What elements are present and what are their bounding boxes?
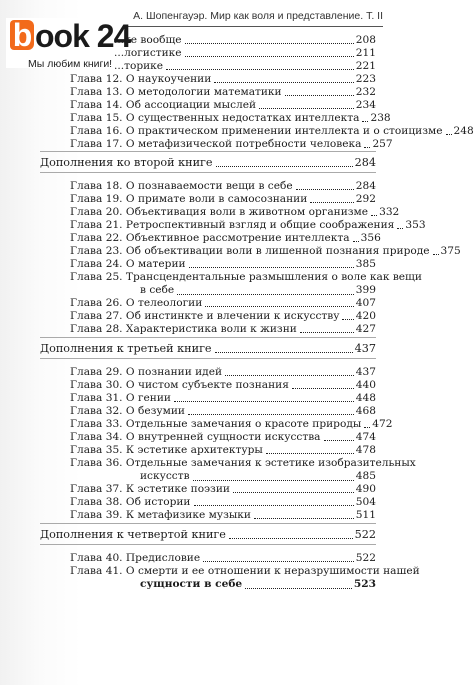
toc-entry-page: 375: [440, 245, 461, 257]
toc-entry-title: Глава 13. О методологии математики: [70, 86, 282, 98]
toc-entry-title: Глава 15. О существенных недостатках интеллекта: [70, 112, 360, 124]
leader-dots: [446, 133, 452, 135]
toc-entry: [40, 496, 376, 508]
toc-entry: [40, 125, 474, 137]
leader-dots: [300, 331, 354, 333]
toc-entry: [40, 112, 391, 124]
toc-section-page: 522: [354, 528, 376, 541]
toc-entry-title: Глава 19. О примате воли в самосознании: [70, 193, 308, 205]
toc-entry-page: 284: [355, 180, 376, 192]
toc-entry-page: 504: [355, 496, 376, 508]
toc-entry-page: 478: [355, 444, 376, 456]
leader-dots: [177, 284, 354, 295]
toc-entry-title: Глава 23. Об объективации воли в лишенной познания природе: [70, 245, 430, 257]
leader-dots: [371, 214, 377, 216]
toc-entry-title: Глава 34. О внутренней сущности искусства: [70, 431, 321, 443]
toc-entry-page: 208: [355, 34, 376, 46]
toc-entry-title: Глава 26. О телеологии: [70, 297, 203, 309]
toc-entry-title: Глава 37. К эстетике поэзии: [70, 483, 230, 495]
toc-entry-title: Глава 29. О познании идей: [70, 366, 223, 378]
toc-section: [40, 343, 376, 355]
toc-entry: [40, 323, 376, 335]
toc-entry-title: Глава 17. О метафизической потребности человека: [70, 138, 362, 150]
toc-entry-page: 356: [360, 232, 381, 244]
leader-dots: [259, 107, 354, 109]
toc-entry-page: 399: [355, 284, 376, 296]
toc-entry-page: 238: [370, 112, 391, 124]
toc-entry-page: 407: [355, 297, 376, 309]
toc-entry: [40, 232, 381, 244]
toc-entry: [40, 379, 376, 391]
toc-entry-page: 257: [372, 138, 393, 150]
toc-entry-continuation: [70, 470, 376, 483]
toc-entry-title: Глава 24. О материи: [70, 258, 186, 270]
toc-entry: [40, 206, 400, 218]
toc-entry-title: Глава 39. К метафизике музыки: [70, 509, 251, 521]
toc-entry-title: Глава 18. О познаваемости вещи в себе: [70, 180, 293, 192]
toc-entry-title: Глава 12. О наукоучении: [70, 73, 212, 85]
toc-section-page: 437: [354, 342, 376, 355]
leader-dots: [364, 146, 370, 148]
leader-dots: [189, 266, 354, 268]
toc-entry-title: Глава 36. Отдельные замечания к эстетике изобразительных: [70, 457, 416, 469]
toc-entry: [40, 297, 376, 309]
logo-tagline: Мы любим книги!: [28, 58, 113, 70]
leader-dots: [194, 504, 354, 506]
toc-entry-title: Глава 21. Ретроспективный взгляд и общие соображения: [70, 219, 395, 231]
logo-b-mark: b: [10, 20, 34, 50]
toc-entry-page: 468: [355, 405, 376, 417]
toc-entry: [40, 310, 376, 322]
leader-dots: [203, 560, 354, 562]
toc-entry-page: 292: [355, 193, 376, 205]
leader-dots: [166, 68, 354, 70]
toc-entry-page: 234: [355, 99, 376, 111]
toc-section-title: Дополнения к третьей книге: [40, 342, 212, 355]
toc-entry-title: Глава 30. О чистом субъекте познания: [70, 379, 289, 391]
divider: [40, 151, 376, 152]
toc-entry-title: Глава 38. Об истории: [70, 496, 191, 508]
toc-entry: [40, 483, 376, 495]
leader-dots: [296, 188, 354, 190]
toc-entry: [40, 552, 376, 564]
toc-entry: [40, 34, 376, 46]
toc-entry-page: 448: [355, 392, 376, 404]
toc-section-page: 284: [354, 156, 376, 169]
leader-dots: [362, 120, 368, 122]
toc-entry-page: 332: [379, 206, 400, 218]
leader-dots: [174, 400, 354, 402]
toc-entry: [40, 431, 376, 443]
toc-entry-continuation: [70, 284, 376, 297]
toc-entry: [40, 180, 376, 192]
toc-entry-page: 248: [453, 125, 474, 137]
toc-section-title: Дополнения ко второй книге: [40, 156, 213, 169]
leader-dots: [397, 227, 403, 229]
toc-entry-page: 353: [405, 219, 426, 231]
leader-dots: [266, 452, 354, 454]
toc-entry: [40, 47, 376, 59]
toc-entry: [40, 99, 376, 111]
toc-entry-title: Глава 20. Объективация воли в животном организме: [70, 206, 369, 218]
leader-dots: [185, 55, 354, 57]
toc-entry-title: Глава 35. К эстетике архитектуры: [70, 444, 263, 456]
toc-entry-title: Глава 22. Объективное рассмотрение интеллекта: [70, 232, 350, 244]
toc-entry-title: ...логистике: [114, 47, 182, 59]
toc-entry-continuation: [70, 578, 376, 591]
toc-entry-title: Глава 41. О смерти и ее отношении к неразрушимости нашей: [70, 565, 420, 577]
toc-section-title: Дополнения к четвертой книге: [40, 528, 226, 541]
toc-entry-page: 472: [372, 418, 393, 430]
toc-entry-title: Глава 32. О безумии: [70, 405, 185, 417]
toc-entry: [40, 366, 376, 378]
toc-entry: [40, 405, 376, 417]
toc-entry-title: ...торике: [114, 60, 164, 72]
leader-dots: [342, 318, 353, 320]
leader-dots: [254, 517, 354, 519]
leader-dots: [216, 165, 353, 167]
toc-entry-title: Глава 33. Отдельные замечания о красоте природы: [70, 418, 362, 430]
leader-dots: [433, 253, 439, 255]
logo-wordmark-rest: ook 24: [35, 18, 131, 54]
leader-dots: [214, 81, 353, 83]
toc-entry-page: 440: [355, 379, 376, 391]
leader-dots: [364, 426, 370, 428]
toc-entry-page: 523: [353, 578, 376, 590]
leader-dots: [353, 240, 359, 242]
toc-entry-title: Глава 40. Предисловие: [70, 552, 201, 564]
toc-entry-title: в себе: [140, 284, 175, 296]
leader-dots: [225, 374, 354, 376]
toc-entry: [40, 565, 420, 577]
toc-section: [40, 529, 376, 541]
leader-dots: [285, 94, 354, 96]
toc-entry-page: 522: [355, 552, 376, 564]
toc-entry-title: Глава 14. Об ассоциации мыслей: [70, 99, 257, 111]
toc-entry-page: 385: [355, 258, 376, 270]
toc-entry-page: 232: [355, 86, 376, 98]
toc-entry-page: 511: [355, 509, 376, 521]
leader-dots: [193, 470, 354, 481]
toc-entry: [40, 509, 376, 521]
leader-dots: [324, 439, 354, 441]
toc-entry-page: 221: [355, 60, 376, 72]
toc-entry: [40, 193, 376, 205]
toc-entry-page: 474: [355, 431, 376, 443]
toc-entry: [40, 444, 376, 456]
divider: [40, 523, 376, 524]
toc-entry-title: Глава 31. О гении: [70, 392, 171, 404]
toc-entry-title: Глава 25. Трансцендентальные размышления о воле как вещи: [70, 271, 422, 283]
toc-entry-title: Глава 28. Характеристика воли к жизни: [70, 323, 297, 335]
leader-dots: [292, 387, 354, 389]
toc-entry-page: 427: [355, 323, 376, 335]
toc-entry-title: сущности в себе: [140, 578, 243, 590]
toc-entry: [40, 86, 376, 98]
divider: [40, 358, 376, 359]
toc-entry: [40, 138, 393, 150]
toc-entry-title: Глава 27. Об инстинкте и влечении к искусству: [70, 310, 340, 322]
leader-dots: [229, 537, 353, 539]
toc-entry: [40, 392, 376, 404]
toc-entry: [40, 258, 376, 270]
toc-entry-page: 420: [355, 310, 376, 322]
divider: [40, 337, 376, 338]
toc-section: [40, 157, 376, 169]
toc-entry-title: искусств: [140, 470, 190, 482]
toc-entry: [40, 219, 426, 231]
toc-entry-page: 485: [355, 470, 376, 482]
leader-dots: [188, 413, 354, 415]
leader-dots: [310, 201, 353, 203]
leader-dots: [205, 305, 354, 307]
leader-dots: [233, 491, 354, 493]
toc-entry: [40, 271, 422, 283]
toc-entry: [40, 418, 393, 430]
toc-entry-title: ...ке вообще: [114, 34, 182, 46]
toc-entry-page: 223: [355, 73, 376, 85]
leader-dots: [215, 351, 353, 353]
divider: [40, 172, 376, 173]
leader-dots: [245, 578, 352, 589]
toc-entry: [40, 457, 416, 469]
running-title: А. Шопенгауэр. Мир как воля и представление. Т. II: [62, 10, 383, 27]
leader-dots: [185, 42, 354, 44]
toc-entry: [40, 60, 376, 72]
divider: [40, 544, 376, 545]
toc-entry-page: 490: [355, 483, 376, 495]
toc-entry-page: 437: [355, 366, 376, 378]
toc-entry: [40, 73, 376, 85]
toc-entry-page: 211: [355, 47, 376, 59]
toc-entry: [40, 245, 461, 257]
toc-entry-title: Глава 16. О практическом применении интеллекта и о стоицизме: [70, 125, 443, 137]
